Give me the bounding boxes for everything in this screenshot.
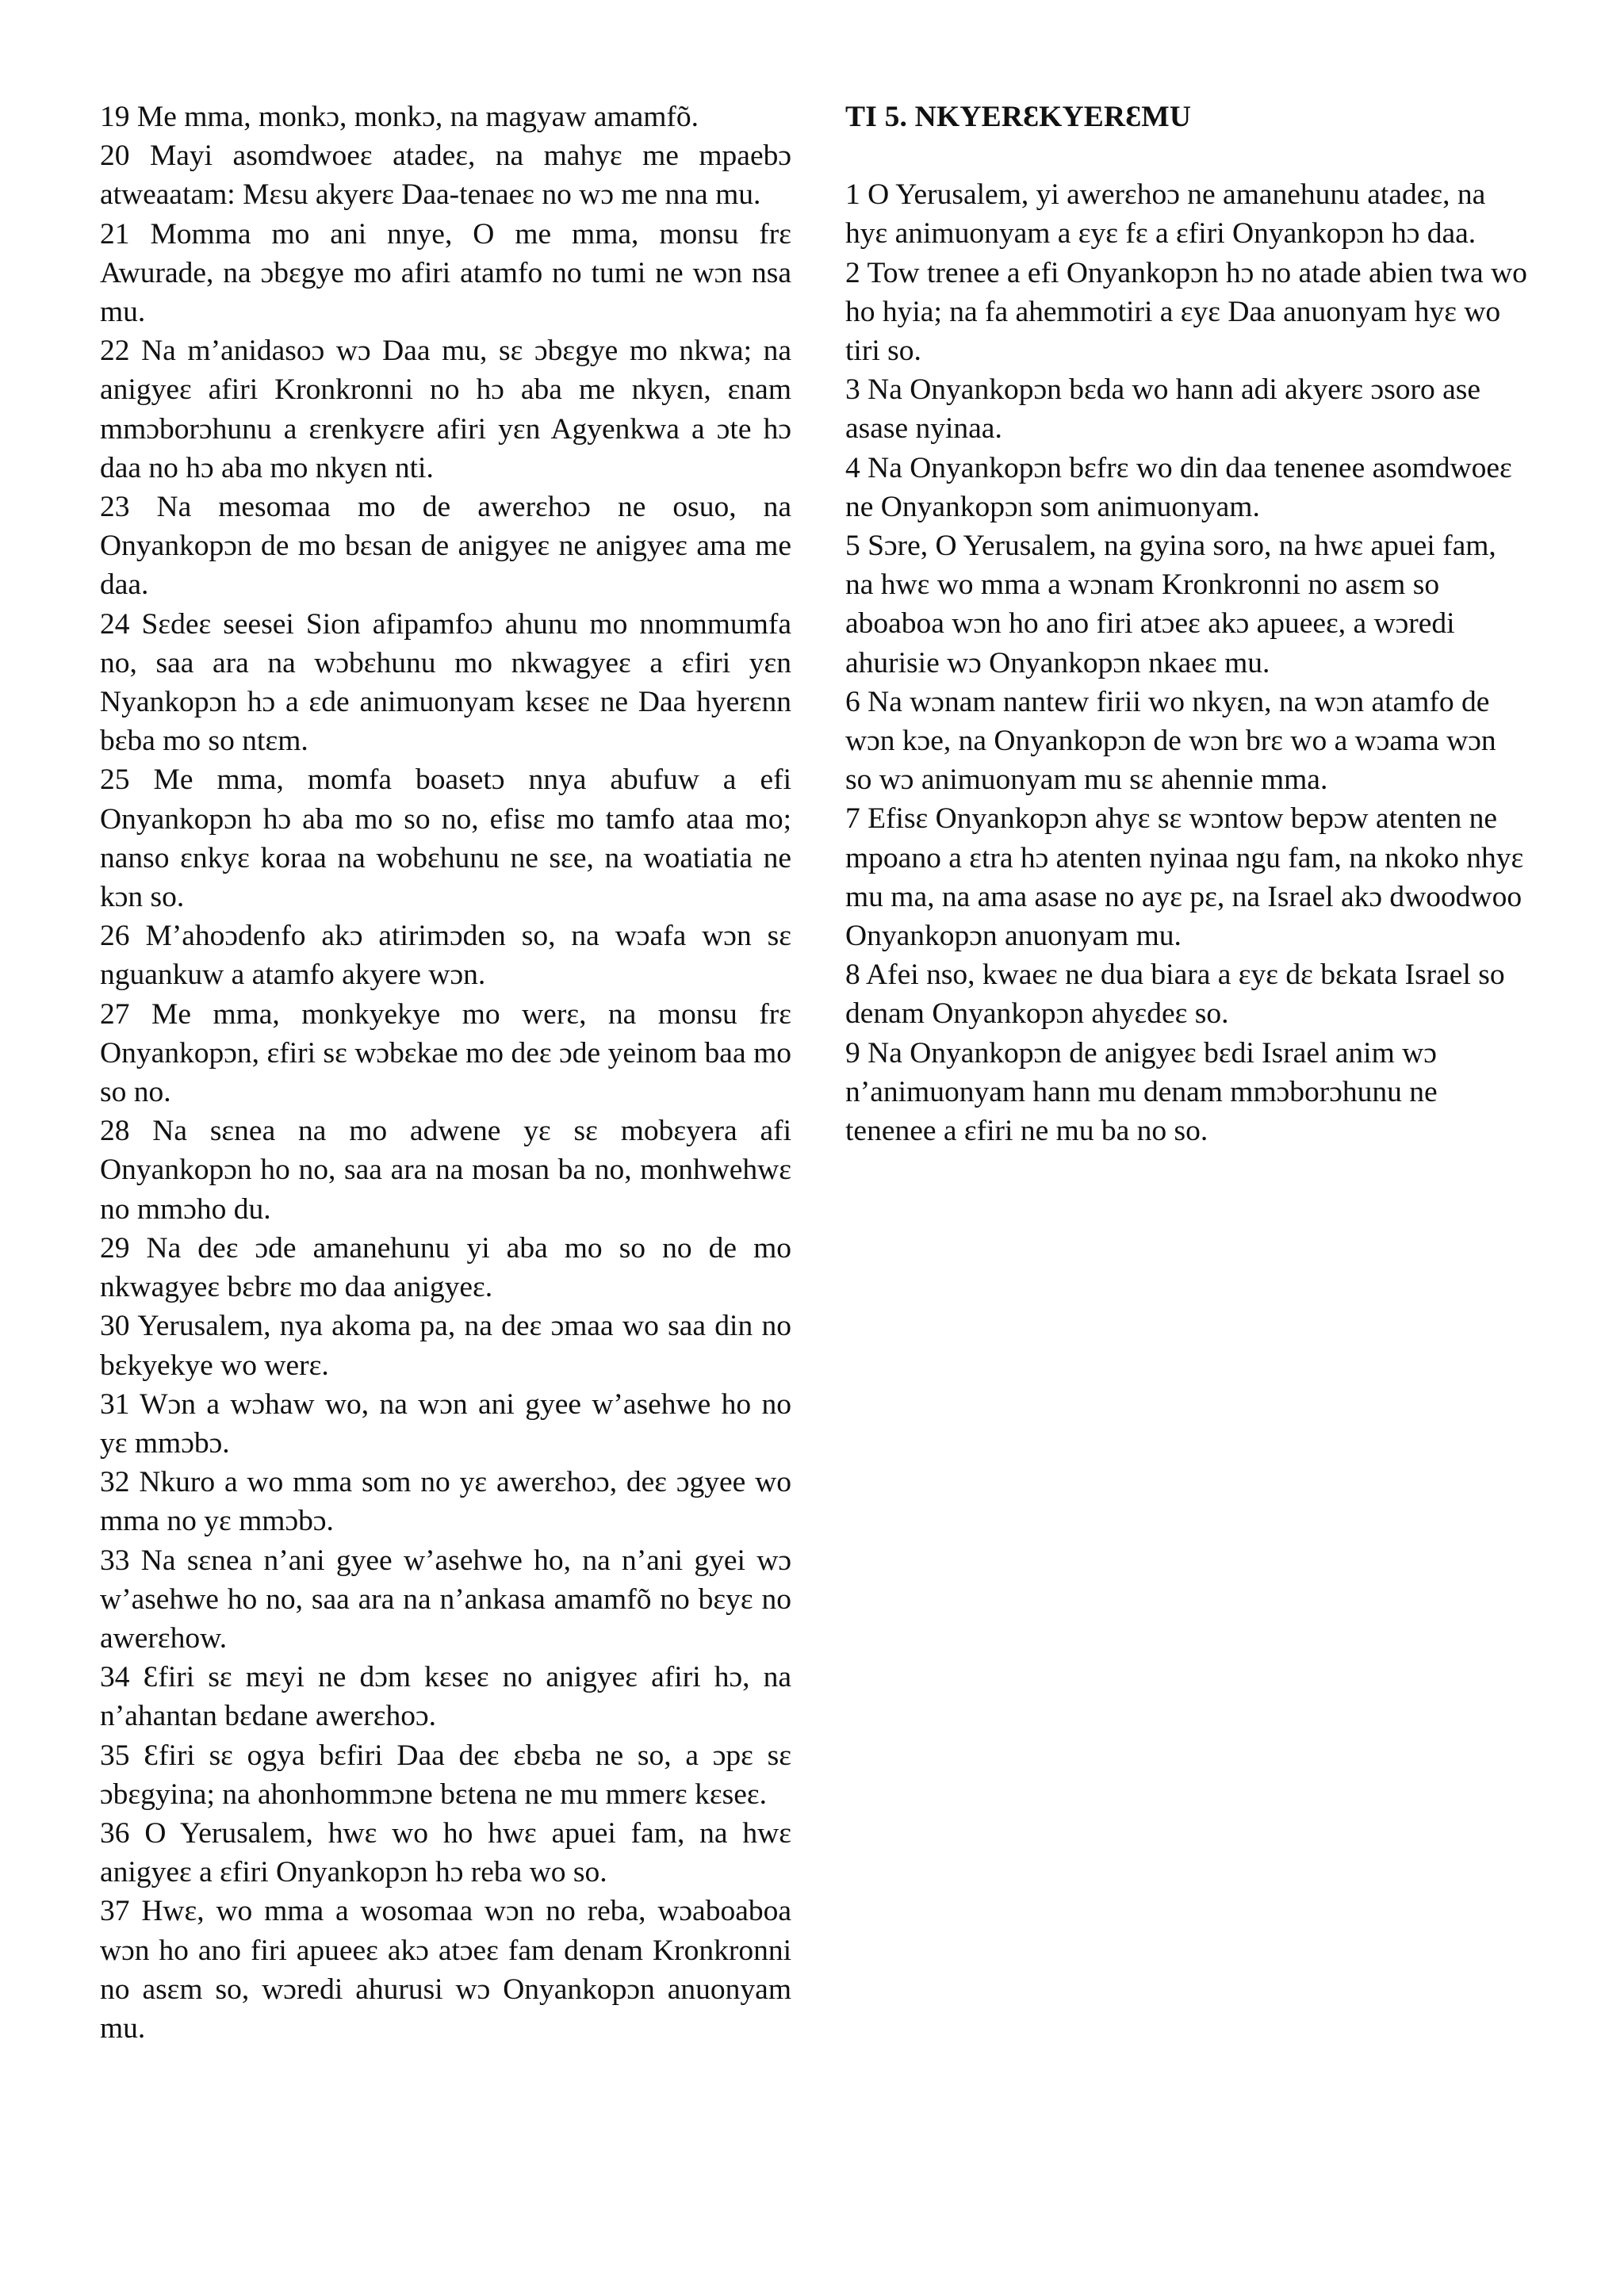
- verse-24: 24 Sɛdeɛ seesei Sion afipamfoɔ ahunu mo nnommumfa no, saa ara na wɔbɛhunu mo nkwagyeɛ a ɛfiri yɛn Nyankopɔn hɔ a ɛde animuonyam kɛseɛ ne Daa hyerɛnn bɛba mo so ntɛm.: [100, 607, 791, 758]
- verse-33: 33 Na sɛnea n’ani gyee w’asehwe ho, na n’ani gyei wɔ w’asehwe ho no, saa ara na n’ankasa amamfõ no bɛyɛ no awerɛhow.: [100, 1544, 791, 1655]
- verse-28: 28 Na sɛnea na mo adwene yɛ sɛ mobɛyera afi Onyankopɔn ho no, saa ara na mosan ba no, monhwehwɛ no mmɔho du.: [100, 1115, 791, 1226]
- verse-26: 26 M’ahoɔdenfo akɔ atirimɔden so, na wɔafa wɔn sɛ nguankuw a atamfo akyere wɔn.: [100, 920, 791, 992]
- verse-21: 21 Momma mo ani nnye, O me mma, monsu frɛ Awurade, na ɔbɛgye mo afiri atamfo no tumi ne wɔn nsa mu.: [100, 217, 791, 329]
- verse-6: 6 Na wɔnam nantew firii wo nkyɛn, na wɔn atamfo de wɔn kɔe, na Onyankopɔn de wɔn brɛ wo a wɔama wɔn so wɔ animuonyam mu sɛ ahennie mma.: [845, 685, 1496, 797]
- verse-7: 7 Efisɛ Onyankopɔn ahyɛ sɛ wɔntow bepɔw atenten ne mpoano a ɛtra hɔ atenten nyinaa ngu fam, na nkoko nhyɛ mu ma, na ama asase no ayɛ pɛ, na Israel akɔ dwoodwoo Onyankopɔn anuonyam mu.: [845, 802, 1524, 953]
- verse-23: 23 Na mesomaa mo de awerɛhoɔ ne osuo, na Onyankopɔn de mo bɛsan de anigyeɛ ne anigyeɛ ama me daa.: [100, 491, 791, 602]
- verse-27: 27 Me mma, monkyekye mo werɛ, na monsu frɛ Onyankopɔn, ɛfiri sɛ wɔbɛkae mo deɛ ɔde yeinom baa mo so no.: [100, 997, 791, 1109]
- verse-34: 34 Ɛfiri sɛ mɛyi ne dɔm kɛseɛ no anigyeɛ afiri hɔ, na n’ahantan bɛdane awerɛhoɔ.: [100, 1661, 791, 1733]
- verse-35: 35 Ɛfiri sɛ ogya bɛfiri Daa deɛ ɛbɛba ne so, a ɔpɛ sɛ ɔbɛgyina; na ahonhommɔne bɛtena ne mu mmerɛ kɛseɛ.: [100, 1739, 791, 1811]
- verse-29: 29 Na deɛ ɔde amanehunu yi aba mo so no de mo nkwagyeɛ bɛbrɛ mo daa anigyeɛ.: [100, 1231, 791, 1304]
- verse-3: 3 Na Onyankopɔn bɛda wo hann adi akyerɛ ɔsoro ase asase nyinaa.: [845, 373, 1481, 446]
- chapter-heading: TI 5. NKYERƐKYERƐMU: [845, 101, 1192, 133]
- verse-31: 31 Wɔn a wɔhaw wo, na wɔn ani gyee w’asehwe ho no yɛ mmɔbɔ.: [100, 1387, 791, 1460]
- verse-20: 20 Mayi asomdwoeɛ atadeɛ, na mahyɛ me mpaebɔ atweaatam: Mɛsu akyerɛ Daa-tenaeɛ no wɔ me nna mu.: [100, 140, 791, 212]
- verse-4: 4 Na Onyankopɔn bɛfrɛ wo din daa tenenee asomdwoeɛ ne Onyankopɔn som animuonyam.: [845, 451, 1512, 523]
- verse-9: 9 Na Onyankopɔn de anigyeɛ bɛdi Israel anim wɔ n’animuonyam hann mu denam mmɔborɔhunu ne tenenee a ɛfiri ne mu ba no so.: [845, 1036, 1438, 1148]
- verse-5: 5 Sɔre, O Yerusalem, na gyina soro, na hwɛ apuei fam, na hwɛ wo mma a wɔnam Kronkronni no asɛm so aboaboa wɔn ho ano firi atɔeɛ akɔ apueeɛ, a wɔredi ahurisie wɔ Onyankopɔn nkaeɛ mu.: [845, 530, 1496, 679]
- verse-22: 22 Na m’anidasoɔ wɔ Daa mu, sɛ ɔbɛgye mo nkwa; na anigyeɛ afiri Kronkronni no hɔ aba me nkyɛn, ɛnam mmɔborɔhunu a ɛrenkyɛre afiri yɛn Agyenkwa a ɔte hɔ daa no hɔ aba mo nkyɛn nti.: [100, 335, 791, 484]
- left-column: [100, 98, 791, 2048]
- verse-1: 1 O Yerusalem, yi awerɛhoɔ ne amanehunu atadeɛ, na hyɛ animuonyam a ɛyɛ fɛ a ɛfiri Onyankopɔn hɔ daa.: [845, 178, 1486, 251]
- verse-36: 36 O Yerusalem, hwɛ wo ho hwɛ apuei fam, na hwɛ anigyeɛ a ɛfiri Onyankopɔn hɔ reba wo so.: [100, 1816, 791, 1889]
- right-column: [845, 98, 1527, 1150]
- verse-32: 32 Nkuro a wo mma som no yɛ awerɛhoɔ, deɛ ɔgyee wo mma no yɛ mmɔbɔ.: [100, 1466, 791, 1538]
- verse-30: 30 Yerusalem, nya akoma pa, na deɛ ɔmaa wo saa din no bɛkyekye wo werɛ.: [100, 1310, 791, 1382]
- verse-19: 19 Me mma, monkɔ, monkɔ, na magyaw amamfõ.: [100, 101, 699, 133]
- verse-8: 8 Afei nso, kwaeɛ ne dua biara a ɛyɛ dɛ bɛkata Israel so denam Onyankopɔn ahyɛdeɛ so.: [845, 959, 1505, 1031]
- verse-25: 25 Me mma, momfa boasetɔ nnya abufuw a efi Onyankopɔn hɔ aba mo so no, efisɛ mo tamfo ataa mo; nanso ɛnkyɛ koraa na wobɛhunu ne sɛe, na woatiatia ne kɔn so.: [100, 763, 791, 914]
- verse-2: 2 Tow trenee a efi Onyankopɔn hɔ no atade abien twa wo ho hyia; na fa ahemmotiri a ɛyɛ Daa anuonyam hyɛ wo tiri so.: [845, 256, 1527, 368]
- verse-37: 37 Hwɛ, wo mma a wosomaa wɔn no reba, wɔaboaboa wɔn ho ano firi apueeɛ akɔ atɔeɛ fam denam Kronkronni no asɛm so, wɔredi ahurusi wɔ Onyankopɔn anuonyam mu.: [100, 1895, 791, 2045]
